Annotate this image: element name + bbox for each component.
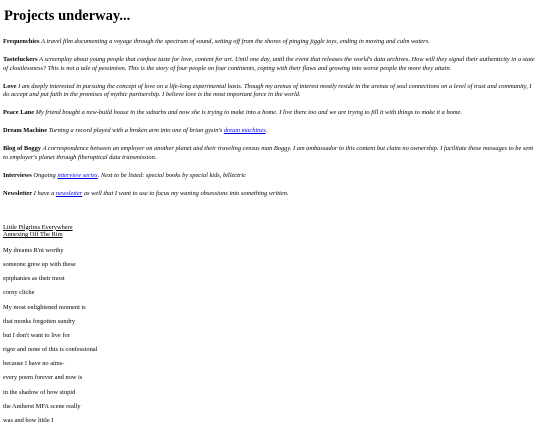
description-text: I have a [33, 189, 55, 197]
project-love [3, 83, 537, 100]
project-description: A travel film documenting a voyage through the spectrum of sound, setting off from the shores of pinging jiggle toys, ending in moving and calm waters. [41, 38, 430, 46]
project-name: Dream Machine [3, 127, 48, 135]
poem-line: that monks forgotten sundry [3, 317, 76, 325]
section-spacer [3, 208, 537, 224]
poem-line: rigor and none of this is confessional [3, 346, 98, 354]
interview-series-link[interactable]: interview series [57, 171, 98, 179]
project-description [49, 127, 268, 134]
project-name: Blog of Boggy [3, 145, 41, 153]
project-name: Peace Lane [3, 109, 35, 117]
poem-title-line[interactable]: Annexing Off The Rim [3, 231, 63, 239]
project-description: My friend bought a new-build house in the suburbs and now she is trying to make into a home. I live there too and we are trying to fill it with things to make it a home. [35, 109, 462, 117]
project-dream-machine [3, 127, 537, 135]
project-tastefuckers [3, 56, 537, 73]
poem-line: epiphanies as their most [3, 275, 65, 283]
project-blog-of-boggy [3, 145, 537, 162]
poem-line: the Amherst MFA scene really [3, 402, 81, 410]
dream-machines-link[interactable]: dream machines [223, 127, 266, 135]
project-name: Frequenchies [3, 38, 40, 46]
project-description [33, 172, 246, 179]
description-text: Ongoing [33, 171, 56, 179]
page-title: Projects underway... [4, 8, 131, 24]
poem-line: My most enlightened moment is [3, 303, 86, 311]
project-frequenchies [3, 38, 537, 46]
poem-title[interactable] [3, 224, 537, 239]
project-description: A correspondence between an employer on another planet and their traveling census man Boggy. I am ambassador to this content but claim no ownership. I facilitate these messages to be sent to employer's planet through fiberoptical data transmission. [3, 145, 534, 161]
poem-line: someone grew up with these [3, 260, 76, 268]
poem-line: every poem forever and now is [3, 374, 83, 382]
description-text: . [265, 127, 268, 135]
project-interviews [3, 172, 537, 180]
poem-line: My dreams R'nt worthy [3, 246, 64, 254]
poem-title-line[interactable]: Little Pilgrims Everywhere [3, 223, 73, 231]
project-name: Newsletter [3, 189, 33, 197]
project-name: Interviews [3, 171, 32, 179]
description-text: as well that I want to use to focus my waning obsessions into something written. [83, 189, 289, 197]
poem-line: was and how little I [3, 417, 54, 425]
project-description [34, 190, 289, 197]
project-name: Love [3, 82, 17, 90]
poem-body [3, 247, 537, 425]
poem-line: in the shadow of how stupid [3, 388, 76, 396]
project-peace-lane [3, 109, 537, 117]
description-text: . Next to be listed: special books by special kids, billectric [97, 171, 247, 179]
description-text: Turning a record played with a broken arm into one of brian gysin's [48, 127, 223, 135]
poem-line: corny cliche [3, 289, 35, 297]
newsletter-link[interactable]: newsletter [55, 189, 83, 197]
poem-line: because I have no aims- [3, 360, 65, 368]
project-newsletter [3, 190, 537, 198]
project-description: A screenplay about young people that confuse taste for love, content for art. Until one day, until the event that releases the world's data archives. How will they signal their authenticity in a state of cloutlessness? This is not a tale of pessimism. This is the story of four people on four continents, coping with their flaws and growing into worse people the more they attain. [3, 56, 535, 72]
project-description: I am deeply interested in pursuing the concept of love on a life-long experimental basis. Though my arenas of interest mostly reside in the arenas of soul connections on a level of trust and community, I do accept and put faith in the promises of mythic partnership. I believe love is the most important force in the world. [3, 82, 532, 99]
poem-line: but I don't want to live for [3, 331, 70, 339]
project-name: Tastefuckers [3, 56, 38, 64]
